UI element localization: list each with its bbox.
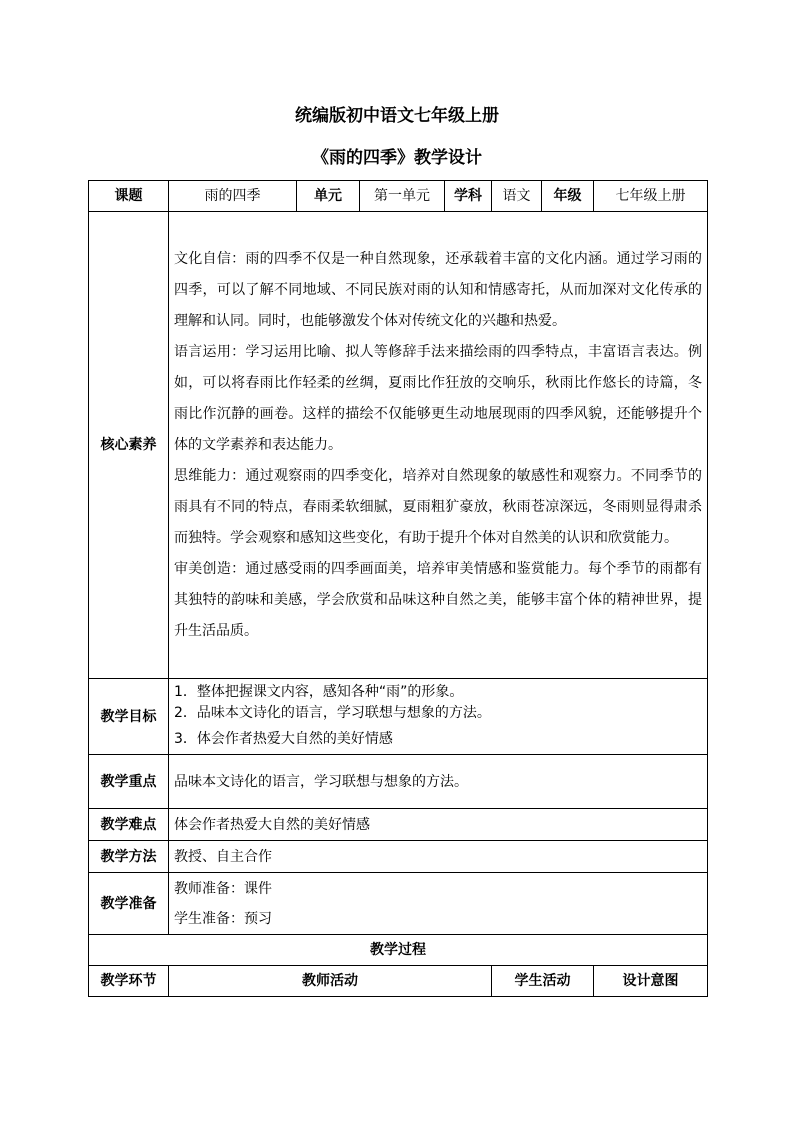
goals-content: [169, 679, 708, 755]
method-label: 教学方法: [89, 841, 169, 873]
column-header-stage: 教学环节: [89, 966, 169, 997]
core-paragraph-thinking: 思维能力：通过观察雨的四季变化，培养对自然现象的敏感性和观察力。不同季节的雨具有不同的特点，春雨柔软细腻，夏雨粗犷豪放，秋雨苍凉深远，冬雨则显得肃杀而独特。学会观察和感知这些变化，有助于提升个体对自然美的认识和欣赏能力。: [174, 467, 702, 546]
teacher-preparation: 教师准备：课件: [174, 880, 272, 897]
column-header-student-activity: 学生活动: [492, 966, 594, 997]
core-paragraph-language: 语言运用：学习运用比喻、拟人等修辞手法来描绘雨的四季特点，丰富语言表达。例如，可以将春雨比作轻柔的丝绸，夏雨比作狂放的交响乐，秋雨比作悠长的诗篇，冬雨比作沉静的画卷。这样的描绘不仅能够更生动地展现雨的四季风貌，还能够提升个体的文学素养和表达能力。: [174, 343, 702, 453]
key-point-label: 教学重点: [89, 755, 169, 809]
goal-item: 1．整体把握课文内容，感知各种“雨”的形象。: [174, 684, 464, 700]
preparation-content: [169, 873, 708, 935]
core-literacy-label: 核心素养: [89, 212, 169, 679]
process-header-row: [89, 966, 708, 997]
core-paragraph-aesthetic: 审美创造：通过感受雨的四季画面美，培养审美情感和鉴赏能力。每个季节的雨都有其独特的韵味和美感，学会欣赏和品味这种自然之美，能够丰富个体的精神世界，提升生活品质。: [174, 560, 702, 639]
core-literacy-row: [89, 212, 708, 679]
core-literacy-content: [169, 212, 708, 679]
goals-row: [89, 679, 708, 755]
preparation-label: 教学准备: [89, 873, 169, 935]
column-header-design-intent: 设计意图: [594, 966, 708, 997]
difficulty-label: 教学难点: [89, 809, 169, 841]
topic-value: 雨的四季: [169, 181, 297, 212]
goal-item: 3．体会作者热爱大自然的美好情感: [174, 731, 393, 747]
goals-label: 教学目标: [89, 679, 169, 755]
process-title: 教学过程: [89, 935, 708, 966]
page-subtitle: 《雨的四季》教学设计: [312, 148, 482, 168]
preparation-row: [89, 873, 708, 935]
key-point-row: [89, 755, 708, 809]
goal-item: 2．品味本文诗化的语言，学习联想与想象的方法。: [174, 705, 491, 721]
method-row: [89, 841, 708, 873]
difficulty-value: 体会作者热爱大自然的美好情感: [169, 809, 708, 841]
header-row: [89, 181, 708, 212]
lesson-plan-table: [88, 180, 708, 997]
topic-label: 课题: [89, 181, 169, 212]
student-preparation: 学生准备：预习: [174, 910, 272, 927]
subject-label: 学科: [445, 181, 492, 212]
key-point-value: 品味本文诗化的语言，学习联想与想象的方法。: [169, 755, 708, 809]
subject-value: 语文: [492, 181, 542, 212]
difficulty-row: [89, 809, 708, 841]
column-header-teacher-activity: 教师活动: [169, 966, 492, 997]
process-title-row: [89, 935, 708, 966]
core-paragraph-culture: 文化自信：雨的四季不仅是一种自然现象，还承载着丰富的文化内涵。通过学习雨的四季，可以了解不同地域、不同民族对雨的认知和情感寄托，从而加深对文化传承的理解和认同。同时，也能够激发个体对传统文化的兴趣和热爱。: [174, 250, 702, 329]
grade-label: 年级: [542, 181, 594, 212]
grade-value: 七年级上册: [594, 181, 708, 212]
page-title: 统编版初中语文七年级上册: [295, 106, 499, 126]
method-value: 教授、自主合作: [169, 841, 708, 873]
unit-label: 单元: [297, 181, 360, 212]
unit-value: 第一单元: [360, 181, 445, 212]
